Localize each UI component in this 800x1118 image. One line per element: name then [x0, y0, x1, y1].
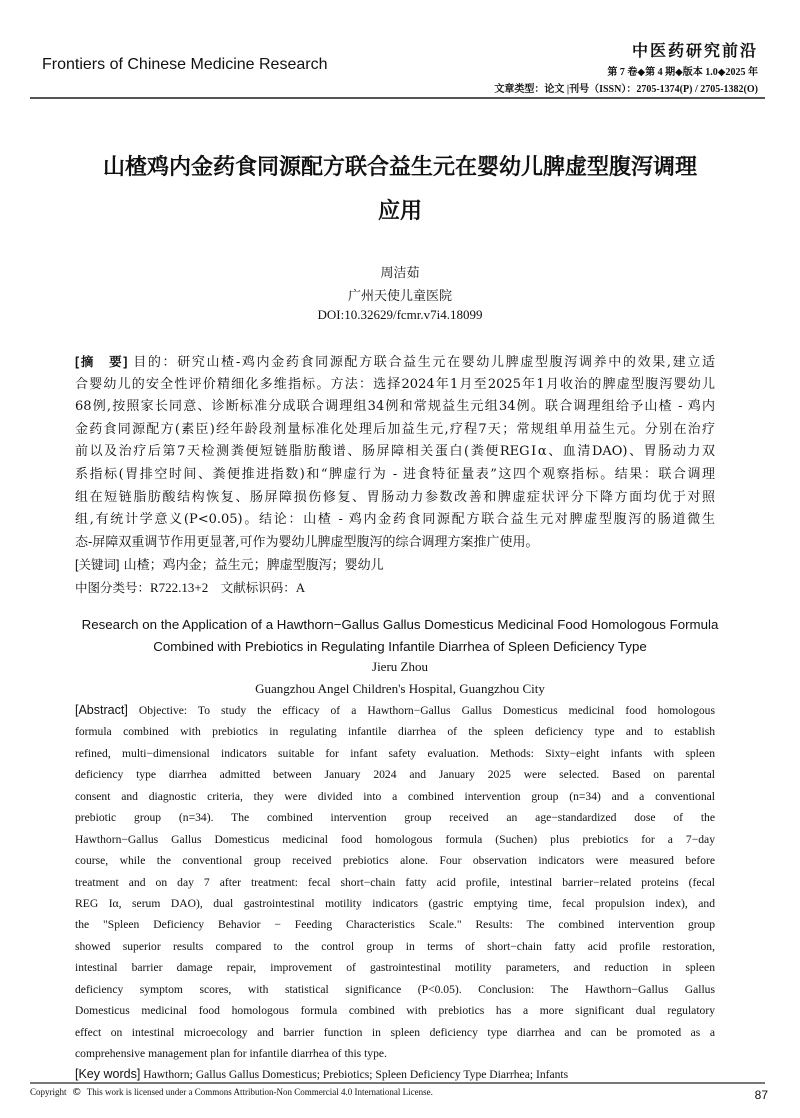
- abstract-en-line: prebiotic group (n=34). The combined intervention group received an age−standardized dose of the: [75, 811, 715, 825]
- title-en-line-2: Combined with Prebiotics in Regulating Infantile Diarrhea of Spleen Deficiency Type: [153, 639, 647, 654]
- abstract-en-line: effect on intestinal microecology and barrier function in spleen deficiency type diarrhea and can be promoted as a: [75, 1025, 715, 1039]
- header-divider: [30, 97, 765, 99]
- abstract-en-line: refined, multi−dimensional indicators suitable for infant safety evaluation. Methods: Sixty−eight infants with spleen: [75, 746, 715, 760]
- abstract-cn-line: 组,有统计学意义(P<0.05)。结论：山楂 - 鸡内金药食同源配方联合益生元对脾虚型腹泻的肠道微生: [75, 512, 715, 528]
- abstract-en-line: course, while the conventional group received prebiotics alone. Four observation indicators were measured before: [75, 854, 715, 868]
- abstract-en-line: [Abstract] Objective: To study the efficacy of a Hawthorn−Gallus Gallus Domesticus medicinal food homologous: [75, 703, 715, 717]
- affiliation-cn: 广州天使儿童医院: [347, 289, 452, 304]
- abstract-cn-line: 系指标(胃排空时间、粪便推进指数)和“脾虚行为 - 进食特征量表”这四个观察指标。结果：联合调理: [75, 466, 715, 482]
- title-cn: [0, 150, 800, 225]
- title-en-line-1: Research on the Application of a Hawthorn−Gallus Gallus Domesticus Medicinal Food Homologous Formula: [81, 617, 719, 632]
- classification-cn: 中图分类号：R722.13+2 文献标识码：A: [75, 579, 306, 595]
- abstract-en-line: comprehensive management plan for infantile diarrhea of this type.: [75, 1047, 387, 1060]
- issue-info: 第 7 卷◆第 4 期◆版本 1.0◆2025 年: [607, 67, 758, 78]
- abstract-cn: [75, 351, 715, 600]
- journal-name-en: Frontiers of Chinese Medicine Research: [42, 56, 328, 73]
- abstract-cn-line: 组在短链脂肪酸结构恢复、肠屏障损伤修复、胃肠动力参数改善和脾虚症状评分下降方面均优于对照: [75, 489, 715, 505]
- abstract-en-line: deficiency type diarrhea admitted between January 2024 and January 2025 were selected. Based on parental: [75, 768, 715, 782]
- license-text: This work is licensed under a Commons Attribution-Non Commercial 4.0 International License.: [86, 1087, 433, 1097]
- abstract-en-line: intestinal barrier damage repair, improvement of gastrointestinal motility parameters, and reduction in spleen: [75, 961, 715, 975]
- abstract-cn-line: [摘 要] 目的：研究山楂-鸡内金药食同源配方联合益生元在婴幼儿脾虚型腹泻调养中的效果,建立适: [75, 355, 715, 370]
- author-en: Jieru Zhou: [372, 659, 428, 674]
- abstract-en-line: REG Iα, serum DAO), dual gastrointestinal motility indicators (gastric emptying time, fecal propulsion index), and: [75, 896, 715, 910]
- abstract-cn-line: 68例,按照家长同意、诊断标准分成联合调理组34例和常规益生元组34例。联合调理组给予山楂 - 鸡内: [75, 399, 715, 415]
- article-info: 文章类型：论文 |刊号（ISSN）：2705-1374(P) / 2705-1382(O): [494, 84, 758, 95]
- abstract-cn-label: [摘 要]: [75, 355, 128, 369]
- keywords-cn: [关键词] 山楂；鸡内金；益生元；脾虚型腹泻；婴幼儿: [75, 558, 384, 574]
- abstract-cn-line: 金药食同源配方(素臣)经年龄段剂量标准化处理后加益生元,疗程7天；常规组单用益生元。分别在治疗: [75, 421, 715, 437]
- journal-name-cn: 中医药研究前沿: [631, 41, 758, 60]
- abstract-en-line: Domesticus medicinal food homologous formula combined with prebiotics has a more significant dual regulatory: [75, 1004, 715, 1018]
- footer-license: [30, 1086, 433, 1098]
- abstract-cn-line: 态-屏障双重调节作用更显著,可作为婴幼儿脾虚型腹泻的综合调理方案推广使用。: [75, 534, 539, 550]
- abstract-en-line: deficiency symptom scores, with statistical significance (P<0.05). Conclusion: The Hawthorn−Gallus Gallus: [75, 982, 715, 996]
- copyright-label: Copyright: [30, 1087, 67, 1097]
- abstract-cn-line: 前以及治疗后第7天检测粪便短链脂肪酸谱、肠屏障相关蛋白(粪便REGⅠα、血清DAO)、胃肠动力双: [75, 444, 715, 460]
- keywords-en: [Key words] Hawthorn; Gallus Gallus Domesticus; Prebiotics; Spleen Deficiency Type Diarrhea; Infants: [75, 1067, 569, 1082]
- title-cn-line-2: 应用: [377, 198, 422, 224]
- abstract-en-line: showed superior results compared to the control group in terms of short−chain fatty acid profile restoration,: [75, 939, 715, 953]
- abstract-en-line: the "Spleen Deficiency Behavior − Feeding Characteristics Scale." Results: The combined intervention group: [75, 918, 715, 932]
- abstract-en-line: Hawthorn−Gallus Gallus Domesticus medicinal food homologous formula (Suchen) plus prebiotics for a 7−day: [75, 832, 715, 846]
- doi: DOI:10.32629/fcmr.v7i4.18099: [317, 307, 483, 322]
- abstract-en-line: treatment and on day 7 after treatment: fecal short−chain fatty acid profile, intestinal barrier−related proteins (fecal: [75, 875, 715, 889]
- title-cn-line-1: 山楂鸡内金药食同源配方联合益生元在婴幼儿脾虚型腹泻调理: [102, 154, 697, 180]
- abstract-en-label: [Abstract]: [75, 703, 128, 717]
- page-number: 87: [754, 1088, 768, 1102]
- copyright-icon: ©: [72, 1086, 81, 1098]
- abstract-en: [75, 700, 715, 1086]
- abstract-cn-line: 合婴幼儿的安全性评价精细化多维指标。方法：选择2024年1月至2025年1月收治的脾虚型腹泻婴幼儿: [75, 376, 715, 392]
- author-cn: 周洁茹: [380, 266, 420, 281]
- abstract-en-line: formula combined with prebiotics in regulating infantile diarrhea of the spleen deficiency type and to establish: [75, 725, 715, 739]
- title-en: [0, 614, 800, 658]
- abstract-en-line: consent and diagnostic criteria, they were divided into a combined intervention group (n=34) and a conventional: [75, 789, 715, 803]
- affiliation-en: Guangzhou Angel Children's Hospital, Guangzhou City: [255, 681, 545, 696]
- footer-divider: [30, 1082, 765, 1084]
